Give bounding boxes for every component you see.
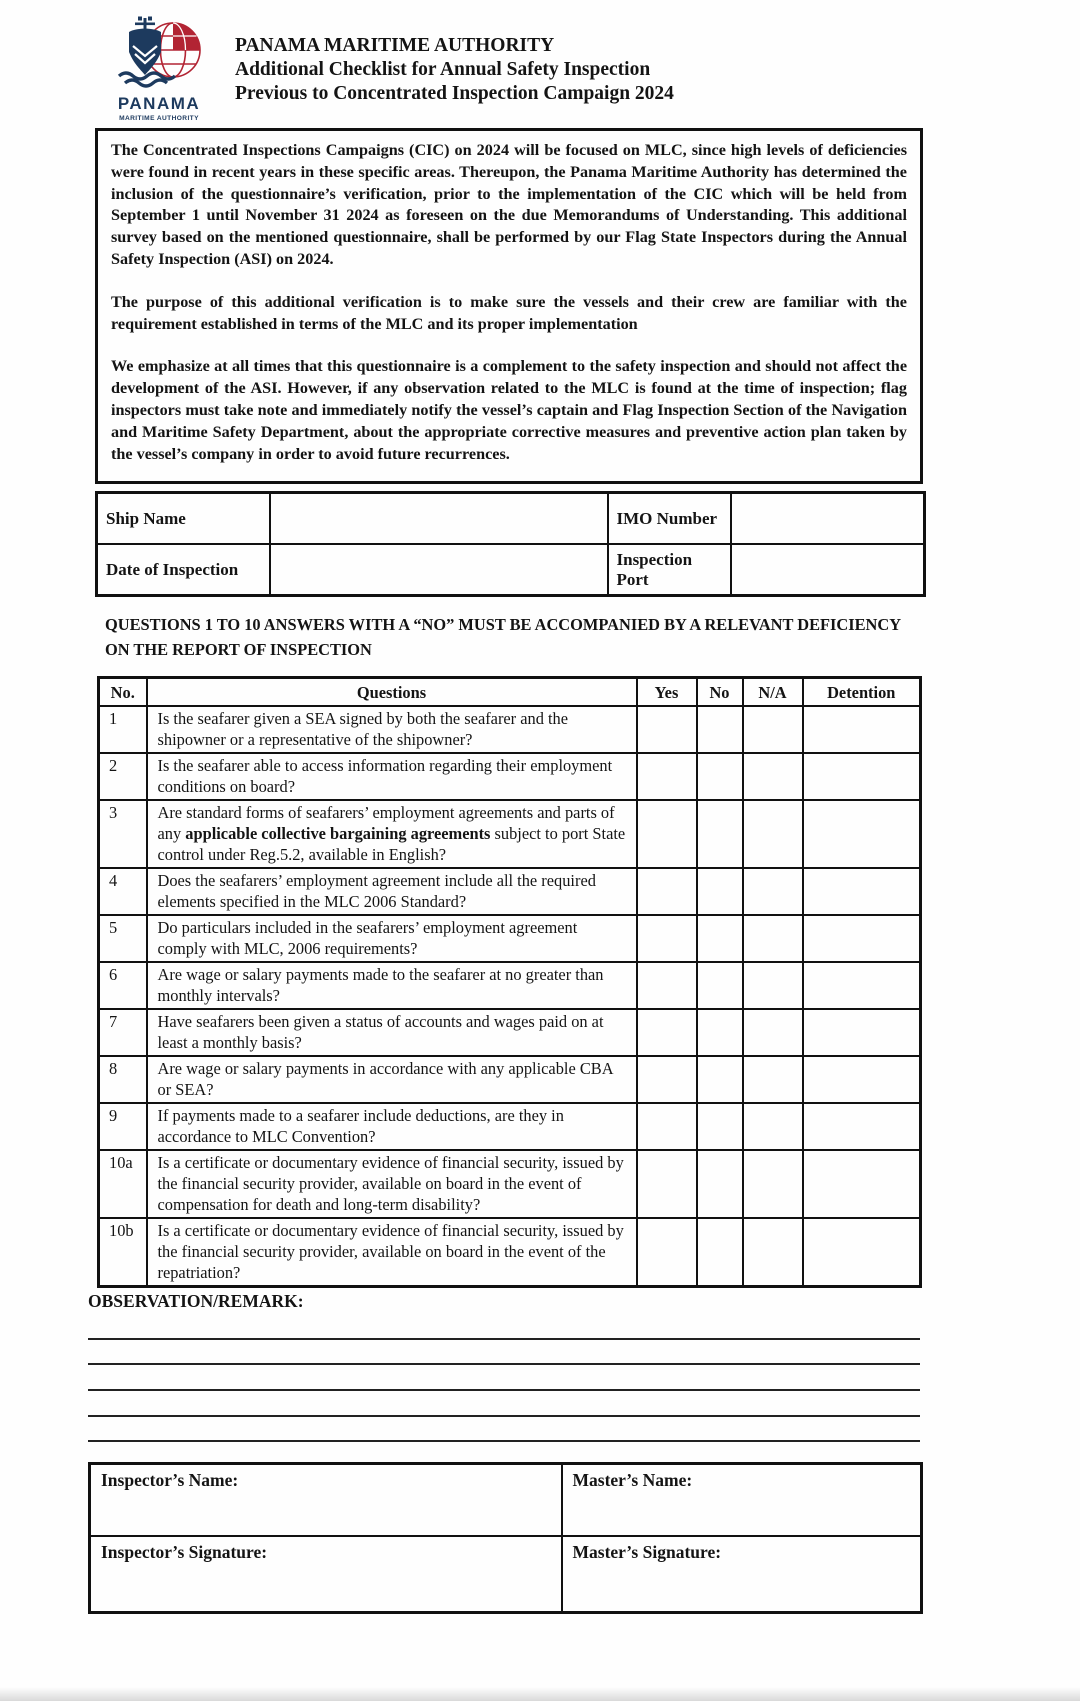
answer-cell-no-3[interactable] — [697, 800, 743, 868]
header-questions: Questions — [147, 678, 637, 707]
answer-cell-detention-3[interactable] — [803, 800, 921, 868]
answer-cell-detention-9[interactable] — [803, 1103, 921, 1150]
question-text: If payments made to a seafarer include deductions, are they in accordance to MLC Convention? — [147, 1103, 637, 1150]
header-na: N/A — [743, 678, 803, 707]
imo-number-field[interactable] — [731, 493, 925, 545]
question-number: 4 — [99, 868, 147, 915]
answer-cell-no-5[interactable] — [697, 915, 743, 962]
question-text: Are standard forms of seafarers’ employment agreements and parts of any applicable collective bargaining agreements subject to port State control under Reg.5.2, available in English? — [147, 800, 637, 868]
question-number: 6 — [99, 962, 147, 1009]
question-number: 10b — [99, 1218, 147, 1287]
answer-cell-no-6[interactable] — [697, 962, 743, 1009]
logo-brand-text: PANAMA — [117, 94, 201, 113]
header-detention: Detention — [803, 678, 921, 707]
inspector-name-label: Inspector’s Name: — [101, 1470, 239, 1490]
observation-lines — [88, 1314, 920, 1442]
answer-cell-detention-2[interactable] — [803, 753, 921, 800]
answer-cell-detention-1[interactable] — [803, 706, 921, 753]
answer-cell-detention-7[interactable] — [803, 1009, 921, 1056]
question-text: Is a certificate or documentary evidence of financial security, issued by the financial security provider, available on board in the event of compensation for death and long-term disability? — [147, 1150, 637, 1218]
question-number: 7 — [99, 1009, 147, 1056]
header-yes: Yes — [637, 678, 697, 707]
question-text: Is the seafarer able to access information regarding their employment conditions on board? — [147, 753, 637, 800]
question-row — [99, 1009, 921, 1056]
question-row — [99, 915, 921, 962]
master-signature-cell[interactable] — [562, 1536, 922, 1613]
observation-line[interactable] — [88, 1417, 920, 1443]
answer-cell-yes-4[interactable] — [637, 868, 697, 915]
question-row — [99, 1150, 921, 1218]
master-name-label: Master’s Name: — [572, 1470, 693, 1490]
question-number: 10a — [99, 1150, 147, 1218]
answer-cell-yes-1[interactable] — [637, 706, 697, 753]
answer-cell-detention-5[interactable] — [803, 915, 921, 962]
answer-cell-na-10a[interactable] — [743, 1150, 803, 1218]
intro-paragraph-1: The Concentrated Inspections Campaigns (CIC) on 2024 will be focused on MLC, since high levels of deficiencies were found in recent years in these specific areas. Thereupon, the Panama Maritime Authority has determined the inclusion of the questionnaire’s verification, prior to the implementation of the CIC which will be held from September 1 until November 31 2024 as foreseen on the due Memorandums of Understanding. This additional survey based on the mentioned questionnaire, shall be performed by our Flag State Inspectors during the Annual Safety Inspection (ASI) on 2024. — [111, 141, 907, 268]
table-row — [97, 544, 925, 596]
answer-cell-yes-5[interactable] — [637, 915, 697, 962]
title-block — [235, 16, 674, 106]
answer-cell-no-10b[interactable] — [697, 1218, 743, 1287]
observation-line[interactable] — [88, 1340, 920, 1366]
table-row — [90, 1464, 922, 1537]
inspector-signature-cell[interactable] — [90, 1536, 562, 1613]
header-no-answer: No — [697, 678, 743, 707]
instruction-text: QUESTIONS 1 TO 10 ANSWERS WITH A “NO” MUST BE ACCOMPANIED BY A RELEVANT DEFICIENCY ON THE REPORT OF INSPECTION — [105, 615, 901, 659]
question-text: Do particulars included in the seafarers’ employment agreement comply with MLC, 2006 requirements? — [147, 915, 637, 962]
observation-line[interactable] — [88, 1391, 920, 1417]
answer-cell-yes-8[interactable] — [637, 1056, 697, 1103]
question-text: Is a certificate or documentary evidence of financial security, issued by the financial security provider, available on board in the event of the repatriation? — [147, 1218, 637, 1287]
answer-cell-na-9[interactable] — [743, 1103, 803, 1150]
answer-cell-no-10a[interactable] — [697, 1150, 743, 1218]
table-row — [90, 1536, 922, 1613]
questions-header-row — [99, 678, 921, 707]
answer-cell-yes-3[interactable] — [637, 800, 697, 868]
question-text: Are wage or salary payments in accordance with any applicable CBA or SEA? — [147, 1056, 637, 1103]
question-text: Are wage or salary payments made to the seafarer at no greater than monthly intervals? — [147, 962, 637, 1009]
answer-cell-yes-10b[interactable] — [637, 1218, 697, 1287]
answer-cell-no-9[interactable] — [697, 1103, 743, 1150]
answer-cell-yes-2[interactable] — [637, 753, 697, 800]
ship-name-label: Ship Name — [97, 493, 270, 545]
answer-cell-no-4[interactable] — [697, 868, 743, 915]
intro-box — [95, 128, 923, 484]
answer-cell-detention-4[interactable] — [803, 868, 921, 915]
answer-cell-no-2[interactable] — [697, 753, 743, 800]
answer-cell-na-1[interactable] — [743, 706, 803, 753]
question-number: 2 — [99, 753, 147, 800]
question-number: 1 — [99, 706, 147, 753]
answer-cell-na-10b[interactable] — [743, 1218, 803, 1287]
answer-cell-na-7[interactable] — [743, 1009, 803, 1056]
answer-cell-yes-7[interactable] — [637, 1009, 697, 1056]
question-row — [99, 1103, 921, 1150]
document-title: Additional Checklist for Annual Safety Inspection — [235, 59, 651, 80]
question-row — [99, 962, 921, 1009]
header-no: No. — [99, 678, 147, 707]
inspector-signature-label: Inspector’s Signature: — [101, 1542, 268, 1562]
answer-cell-na-6[interactable] — [743, 962, 803, 1009]
answer-cell-yes-10a[interactable] — [637, 1150, 697, 1218]
answer-cell-na-5[interactable] — [743, 915, 803, 962]
question-number: 3 — [99, 800, 147, 868]
signature-table — [88, 1462, 923, 1614]
answer-cell-detention-6[interactable] — [803, 962, 921, 1009]
authority-title: PANAMA MARITIME AUTHORITY — [235, 35, 555, 56]
answer-cell-detention-10b[interactable] — [803, 1218, 921, 1287]
logo-subtitle-text: MARITIME AUTHORITY — [119, 115, 199, 122]
question-row — [99, 753, 921, 800]
answer-cell-na-8[interactable] — [743, 1056, 803, 1103]
answer-cell-no-1[interactable] — [697, 706, 743, 753]
question-number: 8 — [99, 1056, 147, 1103]
answer-cell-no-7[interactable] — [697, 1009, 743, 1056]
ship-info-table — [95, 491, 926, 597]
question-text: Does the seafarers’ employment agreement include all the required elements specified in the MLC 2006 Standard? — [147, 868, 637, 915]
inspection-date-field[interactable] — [270, 544, 608, 596]
answer-cell-na-2[interactable] — [743, 753, 803, 800]
ship-name-field[interactable] — [270, 493, 608, 545]
question-row — [99, 800, 921, 868]
table-row — [97, 493, 925, 545]
observation-line[interactable] — [88, 1365, 920, 1391]
observation-remark-label: OBSERVATION/REMARK: — [88, 1291, 304, 1311]
pma-logo — [105, 16, 213, 122]
document-subtitle: Previous to Concentrated Inspection Campaign 2024 — [235, 83, 674, 104]
answer-cell-na-4[interactable] — [743, 868, 803, 915]
imo-number-label: IMO Number — [608, 493, 731, 545]
master-name-cell[interactable] — [562, 1464, 922, 1537]
inspection-port-label: Inspection Port — [608, 544, 731, 596]
intro-paragraph-2: The purpose of this additional verification is to make sure the vessels and their crew are familiar with the requirement established in terms of the MLC and its proper implementation — [111, 292, 907, 333]
inspection-port-field[interactable] — [731, 544, 925, 596]
question-row — [99, 1218, 921, 1287]
question-row — [99, 1056, 921, 1103]
questions-table — [97, 676, 922, 1288]
intro-paragraph-3: We emphasize at all times that this questionnaire is a complement to the safety inspection and should not affect the development of the ASI. However, if any observation related to the MLC is found at the time of inspection; flag inspectors must take note and immediately notify the vessel’s captain and Flag Inspection Section of the Navigation and Maritime Safety Department, about the appropriate corrective measures and preventive action plan taken by the vessel’s company in order to avoid future recurrences. — [111, 357, 907, 463]
answer-cell-detention-8[interactable] — [803, 1056, 921, 1103]
question-row — [99, 706, 921, 753]
answer-cell-detention-10a[interactable] — [803, 1150, 921, 1218]
document-header — [105, 16, 674, 122]
answer-cell-yes-6[interactable] — [637, 962, 697, 1009]
answer-cell-yes-9[interactable] — [637, 1103, 697, 1150]
question-number: 9 — [99, 1103, 147, 1150]
master-signature-label: Master’s Signature: — [572, 1542, 722, 1562]
inspector-name-cell[interactable] — [90, 1464, 562, 1537]
observation-line[interactable] — [88, 1314, 920, 1340]
question-text: Is the seafarer given a SEA signed by both the seafarer and the shipowner or a representative of the shipowner? — [147, 706, 637, 753]
question-text: Have seafarers been given a status of accounts and wages paid on at least a monthly basis? — [147, 1009, 637, 1056]
answer-cell-no-8[interactable] — [697, 1056, 743, 1103]
answer-cell-na-3[interactable] — [743, 800, 803, 868]
question-row — [99, 868, 921, 915]
inspection-date-label: Date of Inspection — [97, 544, 270, 596]
question-number: 5 — [99, 915, 147, 962]
pma-logo-icon — [107, 16, 211, 88]
